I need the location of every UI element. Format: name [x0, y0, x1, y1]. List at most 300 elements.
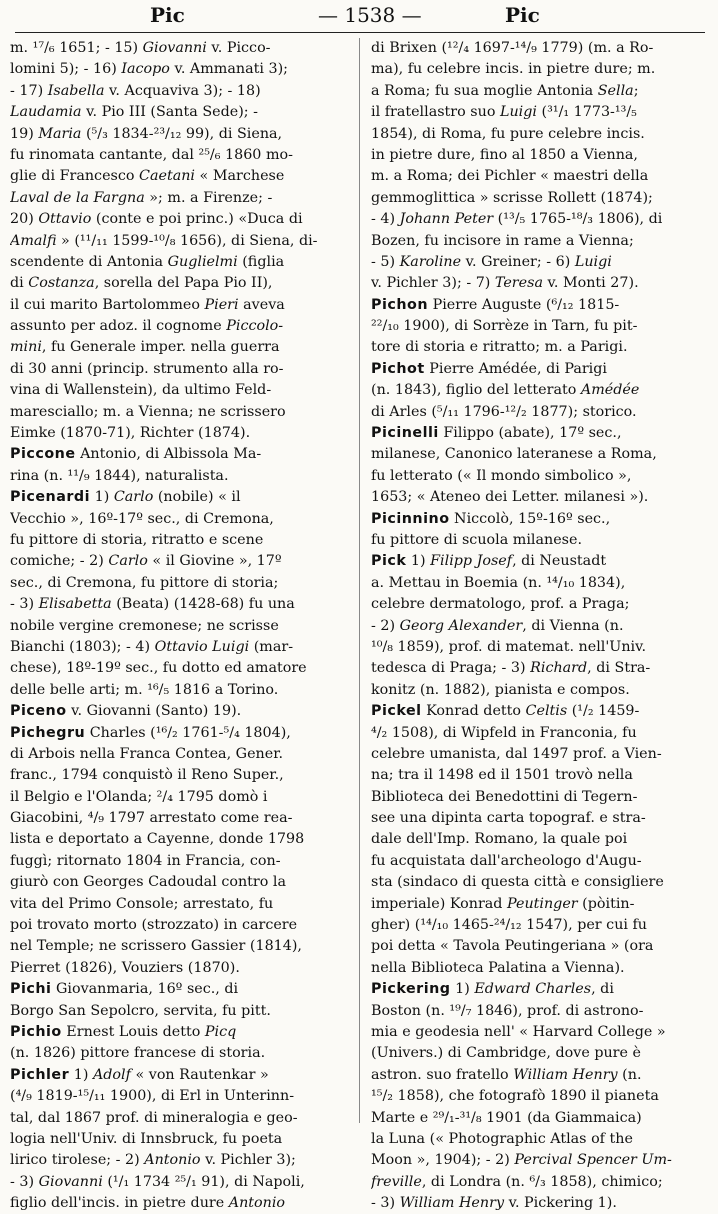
text-run: (n.: [617, 1066, 642, 1083]
text-line: [371, 1172, 711, 1193]
text-line: [10, 1001, 350, 1022]
text-line: [10, 1193, 350, 1214]
text-run: (Univers.) di Cambridge, dove pure è: [371, 1045, 641, 1062]
text-run: v. Greiner; - 6): [461, 253, 575, 270]
text-run: ma), fu celebre incis. in pietre dure; m.: [371, 61, 656, 78]
text-run: 1): [450, 981, 475, 998]
text-run: (³¹/₁ 1773-¹³/₅: [536, 104, 637, 121]
text-run: poi detta « Tavola Peutingeriana » (ora: [371, 938, 654, 955]
text-run: fuggì; ritornato 1804 in Francia, con-: [10, 852, 281, 869]
text-line: [371, 1043, 711, 1064]
entry-headword: Pichi: [10, 981, 52, 998]
text-line: [371, 1001, 711, 1022]
text-line: [371, 808, 711, 829]
text-run: tore di storia e ritratto; m. a Parigi.: [371, 339, 628, 356]
text-run: fu pittore di scuola milanese.: [371, 531, 583, 548]
text-line: [371, 1086, 711, 1107]
italic-name: Ottavio: [38, 211, 92, 228]
text-line: [371, 594, 711, 615]
text-line: [10, 765, 350, 786]
text-line: [10, 958, 350, 979]
text-line: [10, 637, 350, 658]
entry-headword: Picinnino: [371, 510, 450, 527]
text-line: [10, 616, 350, 637]
text-line: [10, 808, 350, 829]
text-line: [10, 872, 350, 893]
text-run: tedesca di Praga; - 3): [371, 660, 531, 677]
text-line: [10, 444, 350, 465]
text-line: [10, 701, 350, 722]
text-run: rina (n. ¹¹/₉ 1844), naturalista.: [10, 467, 229, 484]
text-line: [10, 1172, 350, 1193]
column-divider: [359, 38, 360, 1123]
italic-name: Karoline: [399, 253, 462, 270]
text-line: [10, 487, 350, 508]
text-run: (figlia: [237, 253, 285, 270]
text-run: (Beata) (1428-68) fu una: [111, 596, 295, 613]
text-line: [10, 145, 350, 166]
text-line: [371, 680, 711, 701]
italic-name: Isabella: [47, 82, 105, 99]
text-run: , sorella del Papa Pio II),: [94, 275, 273, 292]
text-run: - 3): [10, 1173, 39, 1190]
italic-name: Elisabetta: [38, 596, 112, 613]
text-run: franc., 1794 conquistò il Reno Super.,: [10, 767, 284, 784]
text-run: 1): [406, 553, 431, 570]
text-line: [371, 744, 711, 765]
right-column: [371, 38, 711, 1214]
text-line: [10, 209, 350, 230]
italic-name: Edward Charles: [474, 981, 592, 998]
text-line: [371, 936, 711, 957]
text-line: [10, 1108, 350, 1129]
text-run: la Luna (« Photographic Atlas of the: [371, 1130, 633, 1147]
text-line: [371, 829, 711, 850]
text-line: [10, 423, 350, 444]
text-run: maresciallo; m. a Vienna; ne scrissero: [10, 403, 286, 420]
text-line: [371, 380, 711, 401]
text-run: gemmoglittica » scrisse Rollett (1874);: [371, 189, 653, 206]
text-run: il cui marito Bartolommeo: [10, 296, 205, 313]
entry-headword: Pichegru: [10, 724, 86, 741]
text-line: [371, 166, 711, 187]
italic-name: Piccolo-: [226, 318, 284, 335]
text-line: [10, 380, 350, 401]
entry-headword: Piccone: [10, 446, 76, 463]
text-line: [10, 316, 350, 337]
text-run: Moon », 1904); - 2): [371, 1152, 515, 1169]
text-run: Bozen, fu incisore in rame a Vienna;: [371, 232, 634, 249]
text-line: [10, 936, 350, 957]
page-header: [0, 0, 718, 34]
text-line: [10, 188, 350, 209]
text-line: [371, 872, 711, 893]
text-line: [371, 466, 711, 487]
text-run: (pòitin-: [577, 895, 635, 912]
text-run: lomini 5); - 16): [10, 61, 122, 78]
entry-headword: Pichon: [371, 296, 429, 313]
text-line: [371, 444, 711, 465]
italic-name: Picq: [204, 1023, 237, 1040]
text-run: sec., di Cremona, fu pittore di storia;: [10, 574, 279, 591]
text-line: [371, 359, 711, 380]
italic-name: Maria: [38, 125, 82, 142]
text-line: [371, 637, 711, 658]
text-line: [371, 316, 711, 337]
text-run: v. Pio III (Santa Sede); -: [81, 104, 258, 121]
text-line: [10, 38, 350, 59]
text-line: [371, 1065, 711, 1086]
italic-name: mini: [10, 339, 42, 356]
text-run: na; tra il 1498 ed il 1501 trovò nella: [371, 767, 633, 784]
text-line: [371, 1108, 711, 1129]
text-run: 19): [10, 125, 39, 142]
text-run: il Belgio e l'Olanda; ²/₄ 1795 domò i: [10, 788, 268, 805]
entry-headword: Pichio: [10, 1023, 62, 1040]
text-run: nella Biblioteca Palatina a Vienna).: [371, 959, 625, 976]
text-run: Antonio, di Albissola Ma-: [75, 446, 262, 463]
text-run: vita del Primo Console; arrestato, fu: [10, 895, 274, 912]
text-line: [10, 1022, 350, 1043]
text-run: lirico tirolese; - 2): [10, 1152, 145, 1169]
text-run: v. Acquaviva 3); - 18): [104, 82, 261, 99]
text-line: [10, 295, 350, 316]
text-run: (⁴/₉ 1819-¹⁵/₁₁ 1900), di Erl in Unterinn-: [10, 1088, 295, 1105]
entry-headword: Piceno: [10, 703, 67, 720]
italic-name: Luigi: [499, 104, 537, 121]
text-line: [371, 188, 711, 209]
page-number: — 1538 —: [318, 3, 422, 27]
text-run: 1): [90, 489, 114, 506]
text-line: [10, 124, 350, 145]
text-line: [10, 658, 350, 679]
text-line: [10, 723, 350, 744]
italic-name: Adolf: [92, 1066, 131, 1083]
text-line: [10, 359, 350, 380]
text-line: [10, 59, 350, 80]
text-run: Pierre Auguste (⁶/₁₂ 1815-: [428, 296, 620, 313]
italic-name: Filipp Josef: [430, 553, 513, 570]
text-line: [371, 851, 711, 872]
text-line: [371, 231, 711, 252]
text-run: Niccolò, 15º-16º sec.,: [449, 510, 611, 527]
text-run: v. Pickering 1).: [504, 1195, 617, 1212]
text-line: [10, 337, 350, 358]
text-run: Vecchio », 16º-17º sec., di Cremona,: [10, 510, 274, 527]
header-rule: [15, 32, 705, 33]
text-line: [371, 723, 711, 744]
text-run: v. Pichler 3); - 7): [371, 275, 495, 292]
italic-name: Sella: [597, 82, 634, 99]
header-right-keyword: Pic: [505, 3, 540, 27]
text-run: - 4): [371, 211, 400, 228]
text-run: imperiale) Konrad: [371, 895, 507, 912]
italic-name: Amalfi: [10, 232, 57, 249]
text-line: [10, 509, 350, 530]
text-run: gher) (¹⁴/₁₀ 1465-²⁴/₁₂ 1547), per cui fu: [371, 917, 648, 934]
text-line: [10, 915, 350, 936]
italic-name: Peutinger: [507, 895, 578, 912]
text-line: [371, 958, 711, 979]
text-line: [371, 1150, 711, 1171]
text-run: v. Giovanni (Santo) 19).: [66, 703, 242, 720]
italic-name: Laval de la Fargna: [10, 189, 145, 206]
text-run: Biblioteca dei Benedottini di Tegern-: [371, 788, 638, 805]
left-column: [10, 38, 350, 1214]
text-run: 1653; « Ateneo dei Letter. milanesi »).: [371, 489, 649, 506]
italic-name: William Henry: [513, 1066, 618, 1083]
text-run: Pierre Amédée, di Parigi: [424, 360, 607, 377]
text-run: - 17): [10, 82, 48, 99]
text-run: mia e geodesia nell' « Harvard College »: [371, 1023, 666, 1040]
text-run: v. Ammanati 3);: [169, 61, 288, 78]
italic-name: Carlo: [108, 553, 148, 570]
text-line: [10, 744, 350, 765]
text-run: (¹³/₅ 1765-¹⁸/₃ 1806), di: [493, 211, 663, 228]
text-run: (n. 1843), figlio del letterato: [371, 382, 581, 399]
text-run: aveva: [238, 296, 285, 313]
text-run: milanese, Canonico lateranese a Roma,: [371, 446, 657, 463]
text-run: m. ¹⁷/₆ 1651; - 15): [10, 40, 143, 56]
text-line: [10, 102, 350, 123]
text-line: [10, 680, 350, 701]
text-line: [10, 1129, 350, 1150]
text-run: dale dell'Imp. Romano, la quale poi: [371, 831, 628, 848]
text-run: Charles (¹⁶/₂ 1761-⁵/₄ 1804),: [85, 724, 291, 741]
text-run: di Arles (⁵/₁₁ 1796-¹²/₂ 1877); storico.: [371, 403, 637, 420]
text-run: tal, dal 1867 prof. di mineralogia e geo-: [10, 1109, 298, 1126]
italic-name: Antonio: [228, 1195, 286, 1212]
text-run: - 2): [371, 617, 400, 634]
text-run: delle belle arti; m. ¹⁶/₅ 1816 a Torino.: [10, 681, 279, 698]
text-run: scendente di Antonia: [10, 253, 168, 270]
text-run: ¹⁵/₂ 1858), che fotografò 1890 il pianeta: [371, 1088, 659, 1105]
text-run: (⁵/₃ 1834-²³/₁₂ 99), di Siena,: [81, 125, 283, 142]
text-line: [371, 658, 711, 679]
text-line: [371, 337, 711, 358]
italic-name: Luigi: [574, 253, 612, 270]
italic-name: Ottavio Luigi: [154, 638, 250, 655]
italic-name: Giovanni: [38, 1173, 103, 1190]
text-run: Filippo (abate), 17º sec.,: [438, 425, 622, 442]
italic-name: Celtis: [525, 703, 568, 720]
text-line: [10, 81, 350, 102]
text-run: - 5): [371, 253, 400, 270]
text-run: Giacobini, ⁴/₉ 1797 arrestato come rea-: [10, 810, 293, 827]
text-line: [371, 209, 711, 230]
text-run: figlio dell'incis. in pietre dure: [10, 1195, 229, 1212]
text-run: v. Monti 27).: [542, 275, 639, 292]
italic-name: Antonio: [144, 1152, 201, 1169]
italic-name: Amédée: [580, 382, 640, 399]
text-line: [10, 551, 350, 572]
text-run: ;: [633, 82, 639, 99]
text-run: , di: [591, 981, 614, 998]
text-run: fu acquistata dall'archeologo d'Augu-: [371, 852, 642, 869]
text-line: [10, 787, 350, 808]
text-line: [371, 273, 711, 294]
text-run: Ernest Louis detto: [61, 1023, 205, 1040]
text-run: Boston (n. ¹⁹/₇ 1846), prof. di astrono-: [371, 1002, 644, 1019]
text-line: [371, 145, 711, 166]
text-line: [10, 1086, 350, 1107]
text-line: [10, 273, 350, 294]
text-line: [10, 851, 350, 872]
text-run: (¹/₂ 1459-: [567, 703, 640, 720]
text-run: 1): [69, 1066, 93, 1083]
italic-name: Costanza: [28, 275, 95, 292]
text-run: 1854), di Roma, fu pure celebre incis.: [371, 125, 645, 142]
text-run: in pietre dure, fino al 1850 a Vienna,: [371, 146, 638, 163]
text-run: fu letterato (« Il mondo simbolico »,: [371, 467, 632, 484]
text-line: [10, 402, 350, 423]
text-run: vina di Wallenstein), da ultimo Feld-: [10, 382, 272, 399]
text-run: Giovanmaria, 16º sec., di: [51, 981, 239, 998]
header-left-keyword: Pic: [150, 3, 185, 27]
text-line: [371, 979, 711, 1000]
text-line: [371, 616, 711, 637]
entry-headword: Pickering: [371, 981, 451, 998]
text-line: [10, 894, 350, 915]
text-line: [371, 530, 711, 551]
text-run: ²²/₁₀ 1900), di Sorrèze in Tarn, fu pit-: [371, 318, 638, 335]
text-run: giurò con Georges Cadoudal contro la: [10, 874, 286, 891]
entry-headword: Pichler: [10, 1066, 70, 1083]
entry-headword: Picenardi: [10, 489, 91, 506]
text-run: , di Londra (n. ⁶/₃ 1858), chimico;: [421, 1173, 663, 1190]
text-run: sta (sindaco di questa città e consigliere: [371, 874, 664, 891]
text-run: di: [10, 275, 29, 292]
text-line: [371, 124, 711, 145]
italic-name: Guglielmi: [167, 253, 238, 270]
text-run: fu rinomata cantante, dal ²⁵/₆ 1860 mo-: [10, 146, 293, 163]
text-line: [371, 402, 711, 423]
text-line: [371, 1193, 711, 1214]
text-line: [10, 979, 350, 1000]
text-run: comiche; - 2): [10, 553, 109, 570]
entry-headword: Pichot: [371, 360, 425, 377]
text-run: , di Neustadt: [512, 553, 607, 570]
italic-name: Caetani: [139, 168, 196, 185]
text-line: [371, 1022, 711, 1043]
text-line: [371, 487, 711, 508]
text-run: v. Picco-: [206, 40, 271, 56]
text-run: Eimke (1870-71), Richter (1874).: [10, 425, 251, 442]
text-line: [371, 295, 711, 316]
text-run: di Brixen (¹²/₄ 1697-¹⁴/₉ 1779) (m. a Ro-: [371, 40, 654, 56]
text-run: see una dipinta carta topograf. e stra-: [371, 810, 646, 827]
text-run: , di Stra-: [587, 660, 651, 677]
italic-name: Giovanni: [142, 40, 207, 56]
text-run: celebre umanista, dal 1497 prof. a Vien-: [371, 745, 662, 762]
text-run: Bianchi (1803); - 4): [10, 638, 155, 655]
text-run: lista e deportato a Cayenne, donde 1798: [10, 831, 305, 848]
text-line: [371, 701, 711, 722]
italic-name: Richard: [530, 660, 588, 677]
italic-name: Carlo: [113, 489, 154, 506]
text-run: assunto per adoz. il cognome: [10, 318, 227, 335]
text-run: logia nell'Univ. di Innsbruck, fu poeta: [10, 1130, 283, 1147]
text-run: v. Pichler 3);: [200, 1152, 296, 1169]
text-run: (mar-: [249, 638, 294, 655]
text-run: (nobile) « il: [153, 489, 241, 506]
text-line: [10, 530, 350, 551]
text-line: [371, 573, 711, 594]
text-line: [10, 231, 350, 252]
text-line: [10, 1150, 350, 1171]
text-run: Borgo San Sepolcro, servita, fu pitt.: [10, 1002, 271, 1019]
text-run: » (¹¹/₁₁ 1599-¹⁰/₈ 1656), di Siena, di-: [56, 232, 318, 249]
text-run: konitz (n. 1882), pianista e compos.: [371, 681, 630, 698]
text-line: [371, 894, 711, 915]
text-run: di Arbois nella Franca Contea, Gener.: [10, 745, 284, 762]
text-line: [371, 915, 711, 936]
text-run: 20): [10, 211, 39, 228]
text-line: [371, 38, 711, 59]
text-run: di 30 anni (princip. strumento alla ro-: [10, 360, 284, 377]
italic-name: Johann Peter: [399, 211, 494, 228]
text-line: [10, 252, 350, 273]
text-run: il fratellastro suo: [371, 104, 500, 121]
italic-name: Iacopo: [121, 61, 170, 78]
text-run: , di Vienna (n.: [522, 617, 624, 634]
text-line: [10, 594, 350, 615]
text-run: a. Mettau in Boemia (n. ¹⁴/₁₀ 1834),: [371, 574, 626, 591]
text-run: a Roma; fu sua moglie Antonia: [371, 82, 598, 99]
text-run: - 3): [371, 1195, 400, 1212]
italic-name: Teresa: [494, 275, 543, 292]
text-run: »; m. a Firenze; -: [144, 189, 273, 206]
text-line: [371, 1129, 711, 1150]
italic-name: Laudamia: [10, 104, 82, 121]
italic-name: William Henry: [399, 1195, 505, 1212]
text-line: [371, 509, 711, 530]
text-run: chese), 18º-19º sec., fu dotto ed amatore: [10, 660, 307, 677]
text-run: Konrad detto: [421, 703, 526, 720]
text-line: [10, 1065, 350, 1086]
text-run: (n. 1826) pittore francese di storia.: [10, 1045, 266, 1062]
italic-name: Pieri: [204, 296, 239, 313]
text-run: poi trovato morto (strozzato) in carcere: [10, 917, 298, 934]
text-run: astron. suo fratello: [371, 1066, 514, 1083]
text-line: [371, 787, 711, 808]
text-line: [371, 252, 711, 273]
italic-name: Percival Spencer Um-: [514, 1152, 672, 1169]
text-run: (conte e poi princ.) «Duca di: [91, 211, 303, 228]
text-run: « Marchese: [195, 168, 285, 185]
text-run: nobile vergine cremonese; ne scrisse: [10, 617, 279, 634]
text-line: [371, 81, 711, 102]
text-run: ⁴/₂ 1508), di Wipfeld in Franconia, fu: [371, 724, 637, 741]
text-run: glie di Francesco: [10, 168, 140, 185]
text-run: Marte e ²⁹/₁-³¹/₈ 1901 (da Giammaica): [371, 1109, 642, 1126]
italic-name: Georg Alexander: [399, 617, 523, 634]
text-run: Pierret (1826), Vouziers (1870).: [10, 959, 240, 976]
text-run: celebre dermatologo, prof. a Praga;: [371, 596, 630, 613]
text-run: « il Giovine », 17º: [147, 553, 282, 570]
text-run: ¹⁰/₈ 1859), prof. di matemat. nell'Univ.: [371, 638, 647, 655]
text-line: [10, 573, 350, 594]
text-run: « von Rautenkar »: [130, 1066, 269, 1083]
text-line: [371, 102, 711, 123]
text-run: m. a Roma; dei Pichler « maestri della: [371, 168, 649, 185]
text-line: [371, 551, 711, 572]
text-run: , fu Generale imper. nella guerra: [41, 339, 280, 356]
text-run: - 3): [10, 596, 39, 613]
text-line: [10, 829, 350, 850]
entry-headword: Pick: [371, 553, 407, 570]
text-line: [10, 466, 350, 487]
